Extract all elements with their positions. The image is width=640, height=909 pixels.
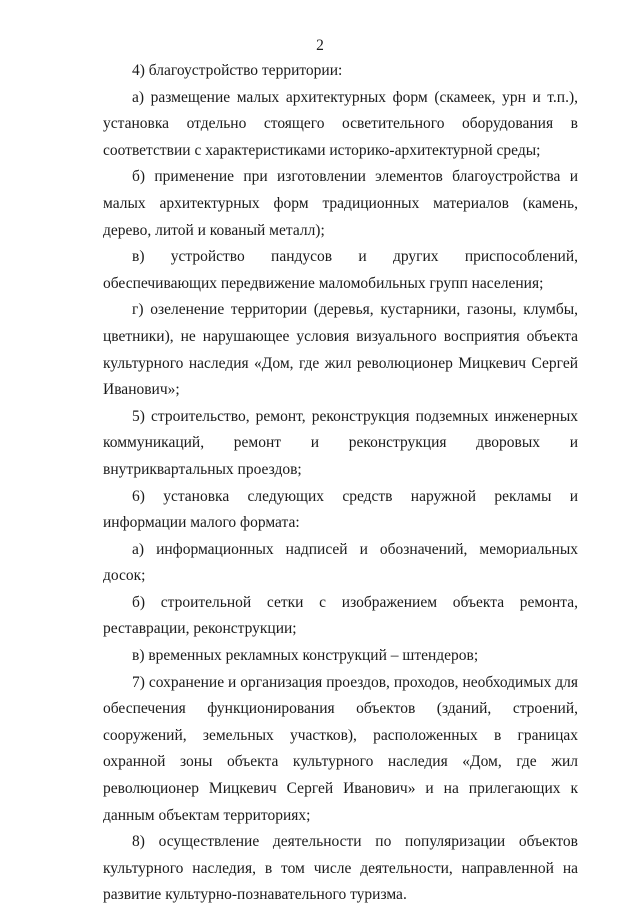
- paragraph-item-6v: в) временных рекламных конструкций – штендеров;: [132, 647, 479, 665]
- paragraph-item-4g: г) озеленение территории (деревья, кустарники, газоны, клумбы, цветники), не нарушающее условия визуального восприятия объекта культурного наследия «Дом, где жил революционер Мицкевич Сергей Иванович»;: [103, 301, 578, 399]
- paragraph-item-7: 7) сохранение и организация проездов, проходов, необходимых для обеспечения функционирования объектов (зданий, строений, сооружений, земельных участков), расположенных в границах охранной зоны объекта культурного наследия «Дом, где жил революционер Мицкевич Сергей Иванович» и на прилегающих к данным объектам территориях;: [103, 673, 578, 824]
- paragraph-item-5: 5) строительство, ремонт, реконструкция подземных инженерных коммуникаций, ремонт и реконструкция дворовых и внутриквартальных проездов;: [103, 407, 578, 478]
- document-body: [103, 58, 578, 909]
- paragraph-item-4: 4) благоустройство территории:: [132, 62, 343, 79]
- page-number: 2: [316, 37, 324, 54]
- paragraph-item-4b: б) применение при изготовлении элементов благоустройства и малых архитектурных форм традиционных материалов (камень, дерево, литой и кованый металл);: [103, 168, 578, 239]
- paragraph-item-4v: в) устройство пандусов и других приспособлений, обеспечивающих передвижение маломобильных групп населения;: [103, 248, 578, 292]
- paragraph-item-6: 6) установка следующих средств наружной рекламы и информации малого формата:: [103, 487, 578, 532]
- paragraph-item-6b: б) строительной сетки с изображением объекта ремонта, реставрации, реконструкции;: [103, 593, 578, 638]
- paragraph-item-8: 8) осуществление деятельности по популяризации объектов культурного наследия, в том числе деятельности, направленной на развитие культурно-познавательного туризма.: [103, 833, 578, 904]
- paragraph-item-4a: а) размещение малых архитектурных форм (скамеек, урн и т.п.), установка отдельно стоящего осветительного оборудования в соответствии с характеристиками историко-архитектурной среды;: [103, 88, 578, 159]
- paragraph-item-6a: а) информационных надписей и обозначений, мемориальных досок;: [103, 540, 578, 585]
